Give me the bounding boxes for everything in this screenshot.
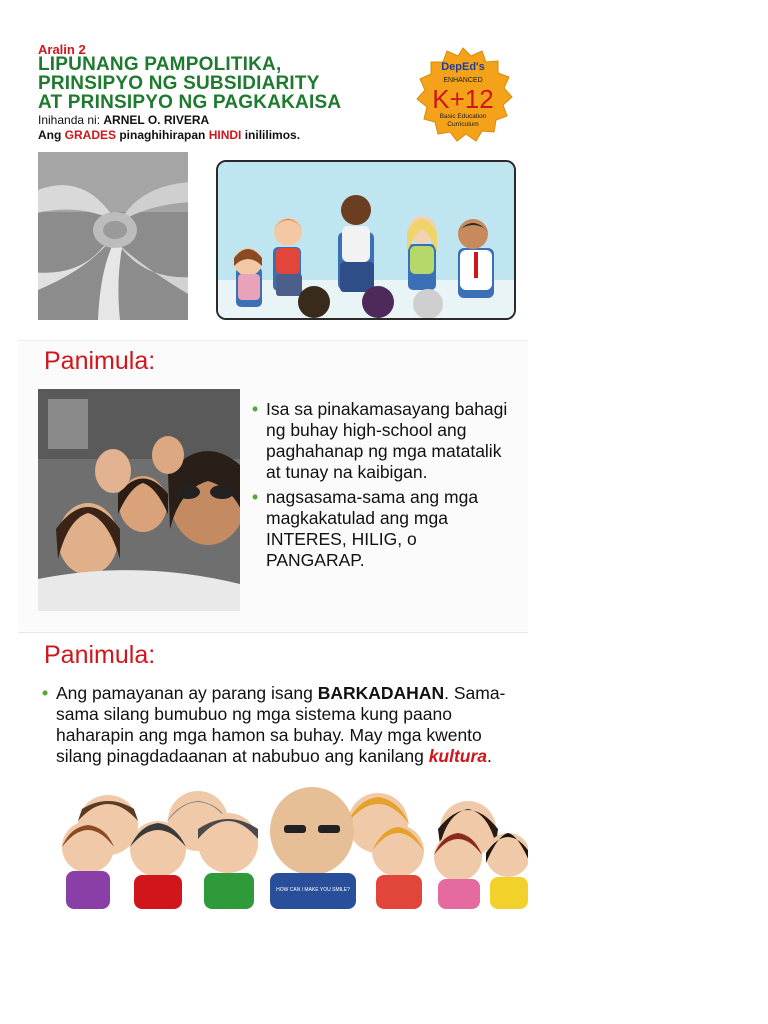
panimula-slide-2 <box>18 632 528 913</box>
linked-hands-photo <box>38 152 188 320</box>
bullet-text: nagsasama-sama ang mga magkakatulad ang mga INTERES, HILIG, o PANGARAP. <box>266 487 479 570</box>
title-line-3: AT PRINSIPYO NG PAGKAKAISA <box>38 92 342 113</box>
badge-basic-text: Basic Education <box>439 113 487 120</box>
panimula-slide-1 <box>18 340 528 631</box>
motto-part-1: Ang <box>38 128 65 142</box>
motto-hindi: HINDI <box>208 128 242 142</box>
badge-enhanced-text: ENHANCED <box>443 77 483 84</box>
slide2-bullet-list <box>252 399 514 575</box>
motto-part-3: inililimos. <box>241 128 301 142</box>
title-slide <box>18 36 528 336</box>
bullet-item <box>42 683 522 767</box>
author-line <box>38 113 209 127</box>
deped-k12-badge-icon <box>410 46 516 142</box>
motto-part-2: pinaghihirapan <box>116 128 209 142</box>
motto-line <box>38 128 300 142</box>
title-line-1: LIPUNANG PAMPOLITIKA, <box>38 54 282 75</box>
bullet-dot-icon: • <box>42 683 49 703</box>
slide2-heading: Panimula: <box>44 347 156 375</box>
bullet-dot-icon: • <box>252 487 259 507</box>
shirt-text: HOW CAN I MAKE YOU SMILE? <box>276 887 350 893</box>
title-line-2: PRINSIPYO NG SUBSIDIARITY <box>38 73 320 94</box>
badge-deped-text: DepEd's <box>441 61 485 73</box>
bullet-dot-icon: • <box>252 399 259 419</box>
barkadahan-body: . Sama-sama silang bumubuo ng mga sistema kung paano haharapin ang mga hamon sa buhay. May mga kwento silang pinagdadaanan at nabubuo ang kanilang <box>56 683 506 766</box>
author-name: ARNEL O. RIVERA <box>103 113 210 127</box>
discussion-circle-illustration <box>216 160 516 320</box>
badge-k12-text: K+12 <box>432 84 494 114</box>
bullet-text: Isa sa pinakamasayang bahagi ng buhay high-school ang paghahanap ng mga matatalik at tunay na kaibigan. <box>266 399 508 482</box>
barkadahan-prefix: Ang pamayanan ay parang isang <box>56 683 318 703</box>
author-prefix: Inihanda ni: <box>38 113 104 127</box>
barkadahan-word: BARKADAHAN <box>317 683 445 703</box>
bullet-item <box>252 399 514 483</box>
badge-curriculum-text: Curriculum <box>447 121 479 128</box>
cartoon-friends-group-illustration <box>48 785 528 909</box>
kultura-word: kultura <box>428 746 488 766</box>
friends-selfie-photo <box>38 389 240 611</box>
motto-grades: GRADES <box>64 128 117 142</box>
bullet-item <box>252 487 514 571</box>
slide3-bullet-list <box>42 683 522 767</box>
slide3-heading: Panimula: <box>44 641 156 669</box>
lesson-number: Aralin 2 <box>38 42 86 57</box>
period: . <box>487 746 492 766</box>
